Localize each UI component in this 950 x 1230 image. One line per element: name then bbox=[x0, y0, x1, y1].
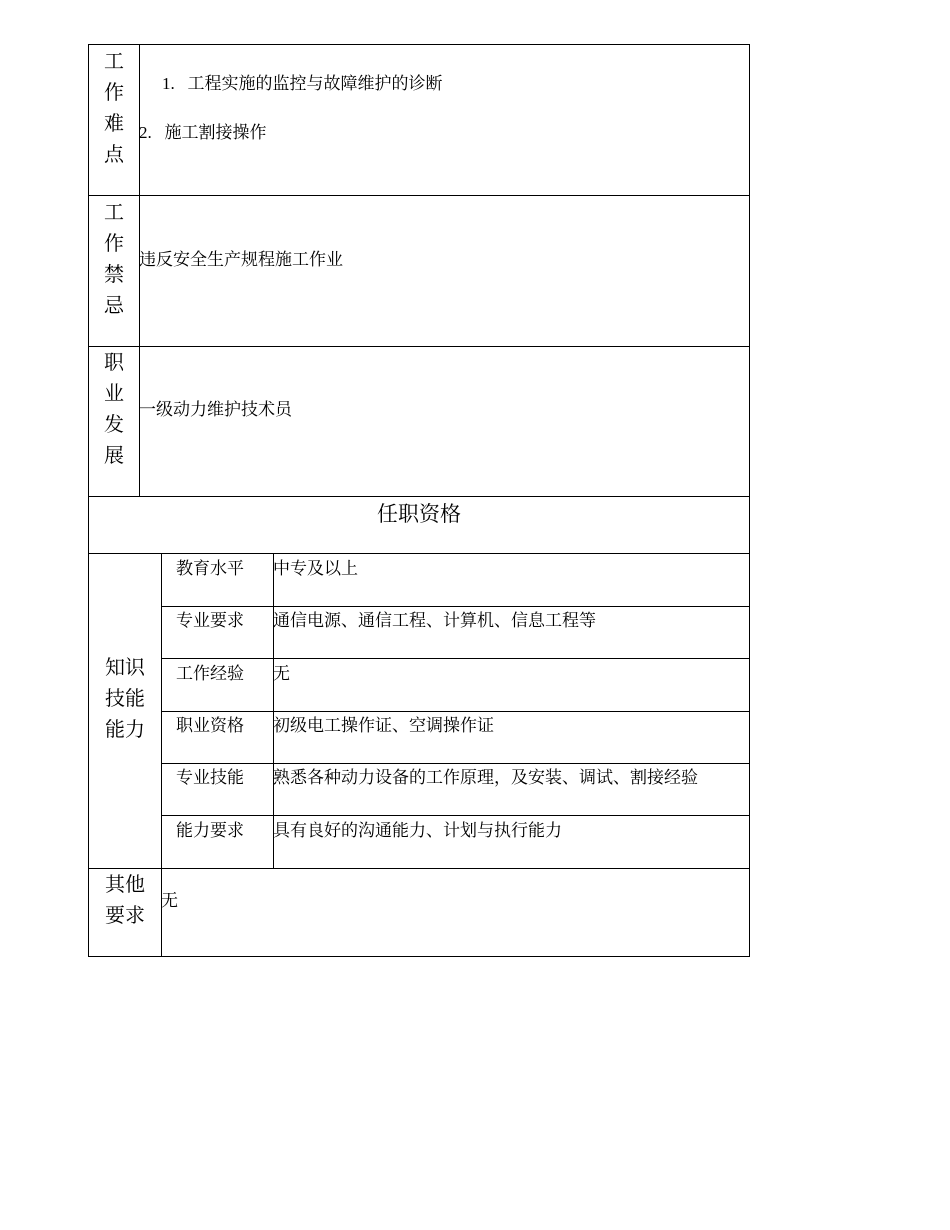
item-number: 1. bbox=[162, 74, 175, 93]
item-number: 2. bbox=[139, 123, 152, 142]
label-char: 点 bbox=[104, 144, 124, 166]
item-text: 施工割接操作 bbox=[164, 123, 267, 142]
other-content-cell bbox=[161, 868, 750, 957]
label-char: 工 bbox=[104, 202, 124, 224]
label-line: 技能 bbox=[105, 688, 145, 710]
other-text: 无 bbox=[161, 891, 178, 910]
difficulty-content-cell bbox=[139, 44, 750, 196]
qual-value-ability: 具有良好的沟通能力、计划与执行能力 bbox=[273, 821, 562, 840]
label-char: 作 bbox=[104, 233, 124, 255]
career-content-cell bbox=[139, 346, 750, 497]
difficulty-item-2 bbox=[139, 122, 267, 144]
label-char: 作 bbox=[104, 82, 124, 104]
knowledge-group-label bbox=[102, 653, 148, 746]
label-char: 工 bbox=[104, 51, 124, 73]
label-char: 展 bbox=[104, 445, 124, 467]
label-char: 禁 bbox=[104, 264, 124, 286]
qual-value-certificate: 初级电工操作证、空调操作证 bbox=[273, 716, 494, 735]
difficulty-item-1 bbox=[162, 73, 443, 95]
qual-value-major: 通信电源、通信工程、计算机、信息工程等 bbox=[273, 611, 596, 630]
label-line: 能力 bbox=[105, 719, 145, 741]
label-char: 业 bbox=[104, 383, 124, 405]
other-label bbox=[102, 870, 148, 932]
qual-key-ability: 能力要求 bbox=[176, 821, 244, 840]
taboo-text: 违反安全生产规程施工作业 bbox=[139, 250, 343, 269]
label-char: 难 bbox=[104, 113, 124, 135]
difficulty-label bbox=[103, 47, 125, 171]
qualifications-title: 任职资格 bbox=[377, 502, 461, 526]
label-line: 要求 bbox=[105, 905, 145, 927]
item-text: 工程实施的监控与故障维护的诊断 bbox=[187, 74, 443, 93]
career-label bbox=[103, 348, 125, 472]
qual-key-experience: 工作经验 bbox=[176, 664, 244, 683]
qual-key-education: 教育水平 bbox=[176, 559, 244, 578]
career-text: 一级动力维护技术员 bbox=[139, 400, 292, 419]
qual-value-cell bbox=[273, 658, 750, 712]
qual-value-education: 中专及以上 bbox=[273, 559, 358, 578]
label-line: 知识 bbox=[105, 657, 145, 679]
label-char: 忌 bbox=[104, 295, 124, 317]
qual-key-skills: 专业技能 bbox=[176, 768, 244, 787]
label-char: 发 bbox=[104, 414, 124, 436]
qual-value-skills: 熟悉各种动力设备的工作原理，及安装、调试、割接经验 bbox=[273, 768, 698, 787]
qual-key-certificate: 职业资格 bbox=[176, 716, 244, 735]
qual-key-major: 专业要求 bbox=[176, 611, 244, 630]
taboo-label bbox=[103, 198, 125, 322]
label-line: 其他 bbox=[105, 874, 145, 896]
label-char: 职 bbox=[104, 352, 124, 374]
taboo-content-cell bbox=[139, 195, 750, 347]
qual-value-experience: 无 bbox=[273, 664, 290, 683]
